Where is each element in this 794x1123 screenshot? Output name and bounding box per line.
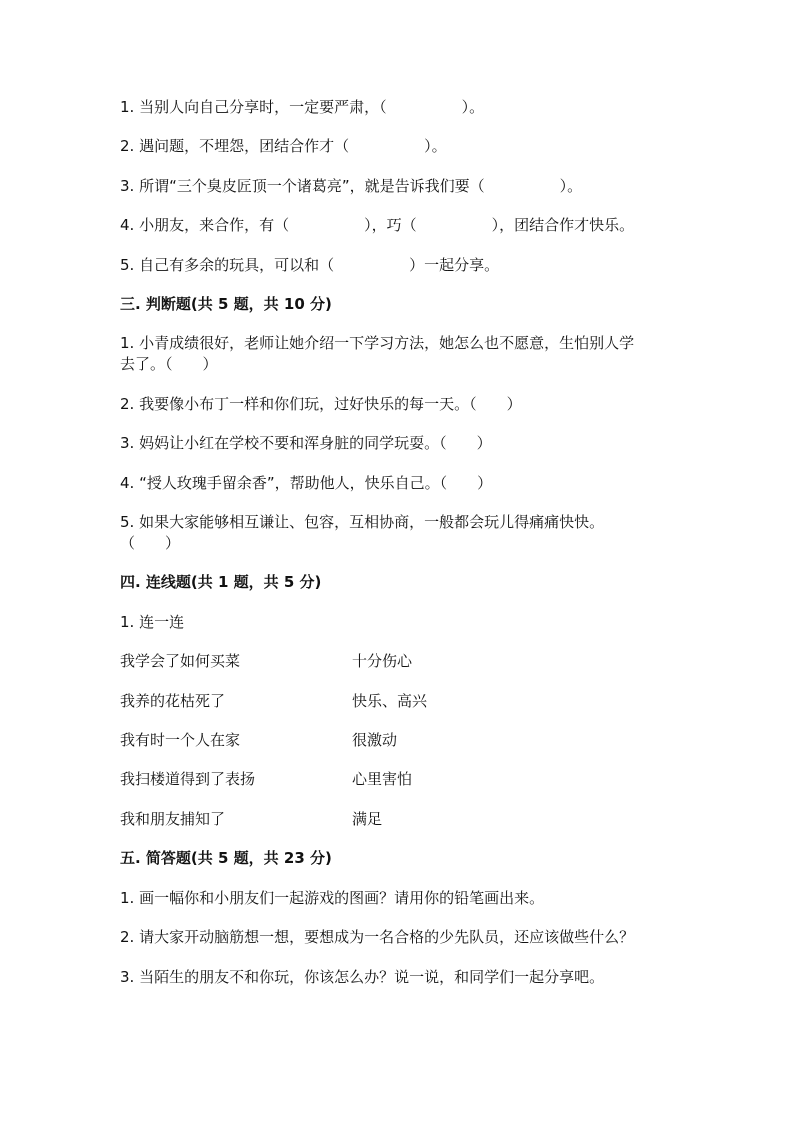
fill-blank-q1: 1. 当别人向自己分享时，一定要严肃，（ ）。 bbox=[120, 98, 485, 116]
short-answer-heading: 五. 简答题(共 5 题，共 23 分) bbox=[120, 849, 332, 867]
matching-heading: 四. 连线题(共 1 题，共 5 分) bbox=[120, 573, 322, 591]
short-answer-q1: 1. 画一幅你和小朋友们一起游戏的图画？请用你的铅笔画出来。 bbox=[120, 889, 545, 907]
judge-q3: 3. 妈妈让小红在学校不要和浑身脏的同学玩耍。（ ） bbox=[120, 434, 492, 452]
matching-left-item: 我和朋友捕知了 bbox=[120, 810, 226, 828]
short-answer-q2: 2. 请大家开动脑筋想一想，要想成为一名合格的少先队员，还应该做些什么？ bbox=[120, 928, 635, 946]
judge-q1-line1: 1. 小青成绩很好，老师让她介绍一下学习方法，她怎么也不愿意，生怕别人学 bbox=[120, 334, 635, 352]
matching-right-item: 心里害怕 bbox=[352, 770, 413, 788]
matching-left-item: 我学会了如何买菜 bbox=[120, 652, 241, 670]
judge-q4: 4. “授人玫瑰手留余香”，帮助他人，快乐自己。（ ） bbox=[120, 474, 493, 492]
judge-q1-line2: 去了。（ ） bbox=[120, 355, 218, 373]
matching-right-item: 很激动 bbox=[352, 731, 398, 749]
matching-left-item: 我养的花枯死了 bbox=[120, 692, 226, 710]
short-answer-q3: 3. 当陌生的朋友不和你玩，你该怎么办？说一说，和同学们一起分享吧。 bbox=[120, 968, 605, 986]
matching-right-item: 满足 bbox=[352, 810, 383, 828]
judge-q5-line1: 5. 如果大家能够相互谦让、包容，互相协商，一般都会玩儿得痛痛快快。 bbox=[120, 513, 605, 531]
fill-blank-q5: 5. 自己有多余的玩具，可以和（ ）一起分享。 bbox=[120, 256, 500, 274]
matching-q1: 1. 连一连 bbox=[120, 613, 185, 631]
matching-right-item: 快乐、高兴 bbox=[352, 692, 428, 710]
fill-blank-q2: 2. 遇问题，不埋怨，团结合作才（ ）。 bbox=[120, 137, 447, 155]
fill-blank-q3: 3. 所谓“三个臭皮匠顶一个诸葛亮”，就是告诉我们要（ ）。 bbox=[120, 177, 583, 195]
fill-blank-q4: 4. 小朋友，来合作，有（ ），巧（ ），团结合作才快乐。 bbox=[120, 216, 635, 234]
judge-q2: 2. 我要像小布丁一样和你们玩，过好快乐的每一天。（ ） bbox=[120, 395, 522, 413]
judge-q5-line2: （ ） bbox=[120, 534, 181, 552]
judge-heading: 三. 判断题(共 5 题，共 10 分) bbox=[120, 295, 332, 313]
matching-left-item: 我扫楼道得到了表扬 bbox=[120, 770, 256, 788]
matching-left-item: 我有时一个人在家 bbox=[120, 731, 241, 749]
matching-right-item: 十分伤心 bbox=[352, 652, 413, 670]
